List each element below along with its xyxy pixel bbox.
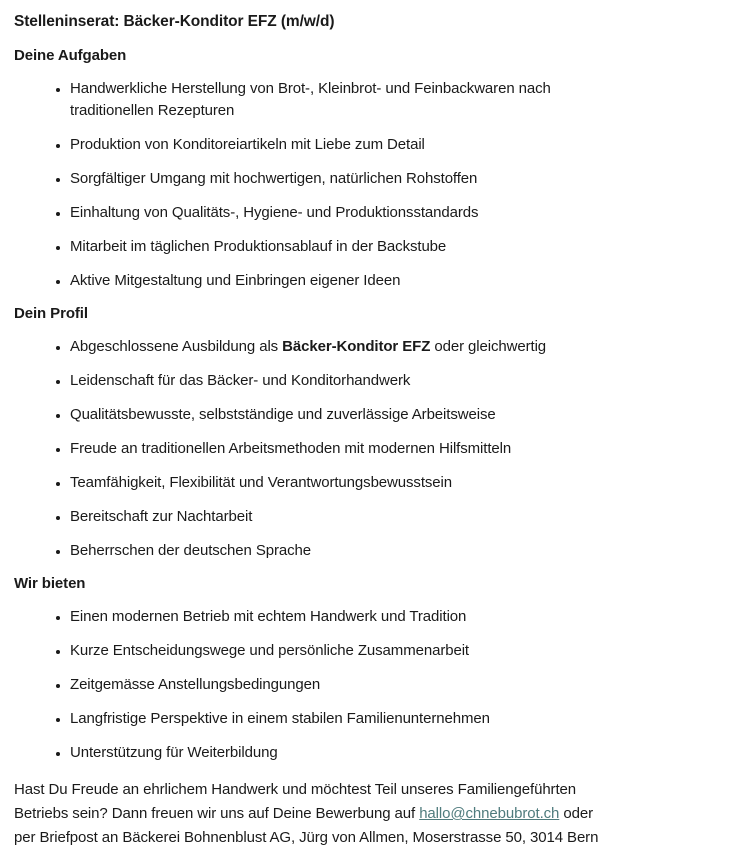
text-segment: Aktive Mitgestaltung und Einbringen eigener Ideen	[70, 272, 401, 289]
list-item	[70, 606, 636, 628]
text-segment: oder	[559, 805, 593, 822]
list-item	[70, 370, 636, 392]
closing-line	[14, 826, 725, 850]
offer-list	[14, 606, 654, 764]
text-segment: Abgeschlossene Ausbildung als	[70, 338, 283, 355]
text-segment: Unterstützung für Weiterbildung	[70, 744, 278, 761]
text-segment: Sorgfältiger Umgang mit hochwertigen, natürlichen Rohstoffen	[70, 170, 478, 187]
text-segment: Qualitätsbewusste, selbstständige und zuverlässige Arbeitsweise	[70, 406, 496, 423]
closing-line	[14, 778, 725, 802]
section-heading-profile: Dein Profil	[14, 305, 88, 322]
text-segment: Mitarbeit im täglichen Produktionsablauf in der Backstube	[70, 238, 447, 255]
section-offer	[14, 574, 725, 764]
list-item	[70, 540, 636, 562]
list-item	[70, 134, 636, 156]
list-item	[70, 674, 636, 696]
text-segment: Zeitgemässe Anstellungsbedingungen	[70, 676, 321, 693]
text-segment: Hast Du Freude an ehrlichem Handwerk und möchtest Teil unseres Familiengeführten	[14, 781, 577, 798]
list-item	[70, 336, 636, 358]
text-segment: Teamfähigkeit, Flexibilität und Verantwortungsbewusstsein	[70, 474, 453, 491]
list-item	[70, 202, 636, 224]
list-item	[70, 168, 636, 190]
list-item	[70, 742, 636, 764]
section-tasks	[14, 46, 725, 292]
list-item	[70, 270, 636, 292]
closing-line	[14, 802, 725, 826]
profile-list	[14, 336, 654, 562]
text-segment: Betriebs sein? Dann freuen wir uns auf Deine Bewerbung auf	[14, 805, 420, 822]
text-segment: oder gleichwertig	[430, 338, 547, 355]
text-segment: Beherrschen der deutschen Sprache	[70, 542, 312, 559]
page-title: Stelleninserat: Bäcker-Konditor EFZ (m/w/d)	[14, 13, 335, 30]
list-item	[70, 404, 636, 426]
text-segment: Einhaltung von Qualitäts-, Hygiene- und Produktionsstandards	[70, 204, 479, 221]
list-item	[70, 236, 636, 258]
bold-text: Bäcker-Konditor EFZ	[282, 338, 431, 355]
text-segment: Bereitschaft zur Nachtarbeit	[70, 508, 253, 525]
text-segment: Langfristige Perspektive in einem stabilen Familienunternehmen	[70, 710, 490, 727]
list-item	[70, 438, 636, 460]
list-item	[70, 708, 636, 730]
closing-paragraph	[14, 778, 725, 850]
text-segment: Leidenschaft für das Bäcker- und Konditorhandwerk	[70, 372, 411, 389]
section-heading-offer: Wir bieten	[14, 575, 86, 592]
text-segment: Handwerkliche Herstellung von Brot-, Kleinbrot- und Feinbackwaren nach traditionellen Rezepturen	[70, 80, 551, 119]
text-segment: Einen modernen Betrieb mit echtem Handwerk und Tradition	[70, 608, 467, 625]
text-segment: per Briefpost an Bäckerei Bohnenblust AG, Jürg von Allmen, Moserstrasse 50, 3014 Bern	[14, 829, 599, 846]
text-segment: Freude an traditionellen Arbeitsmethoden mit modernen Hilfsmitteln	[70, 440, 512, 457]
email-link[interactable]: hallo@chnebubrot.ch	[419, 805, 560, 822]
tasks-list	[14, 78, 654, 292]
list-item	[70, 78, 636, 122]
section-profile	[14, 304, 725, 562]
text-segment: Produktion von Konditoreiartikeln mit Liebe zum Detail	[70, 136, 425, 153]
list-item	[70, 472, 636, 494]
list-item	[70, 640, 636, 662]
text-segment: Kurze Entscheidungswege und persönliche Zusammenarbeit	[70, 642, 469, 659]
section-heading-tasks: Deine Aufgaben	[14, 47, 127, 64]
list-item	[70, 506, 636, 528]
